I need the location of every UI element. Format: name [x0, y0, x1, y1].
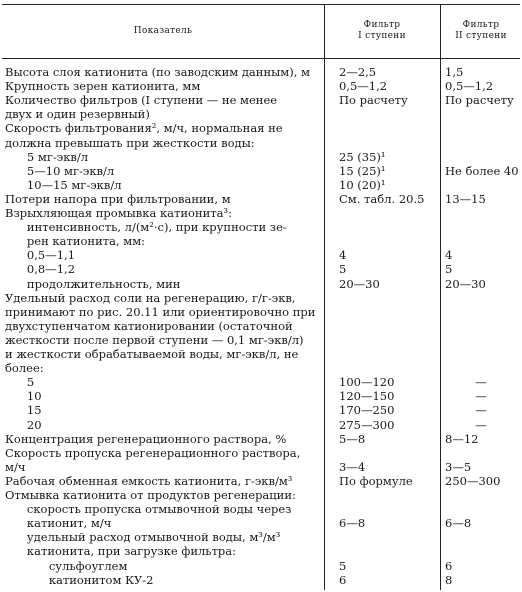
row-value-filter-1: 15 (25)¹: [339, 164, 386, 178]
row-value-filter-1: 10 (20)¹: [339, 178, 386, 192]
row-value-filter-2: 13—15: [445, 192, 486, 206]
row-value-filter-1: 100—120: [339, 375, 395, 389]
table-row: [0, 489, 522, 501]
row-value-filter-2: По расчету: [445, 93, 514, 107]
table-row: [0, 306, 522, 318]
table-row: [0, 221, 522, 233]
table-row: [0, 419, 522, 431]
table-row: [0, 503, 522, 515]
table-row: [0, 108, 522, 120]
table-row: [0, 433, 522, 445]
table-row: [0, 545, 522, 557]
table-row: [0, 94, 522, 106]
row-value-filter-2: 6: [445, 559, 453, 573]
row-value-filter-2: 5: [445, 262, 453, 276]
table-row: [0, 447, 522, 459]
row-value-filter-1: 0,5—1,2: [339, 79, 388, 93]
table-row: [0, 404, 522, 416]
row-parameter: Отмывка катионита от продуктов регенерации:: [5, 488, 296, 502]
row-parameter: Удельный расход соли на регенерацию, г/г-экв,: [5, 291, 296, 305]
row-parameter: 0,5—1,1: [5, 248, 76, 262]
row-parameter: должна превышать при жесткости воды:: [5, 136, 255, 150]
row-value-filter-1: 275—300: [339, 418, 395, 432]
row-parameter: жесткости после первой ступени — 0,1 мг-экв/л): [5, 333, 304, 347]
row-value-filter-2: 20—30: [445, 277, 486, 291]
row-value-filter-2: —: [475, 375, 487, 389]
row-value-filter-1: 6—8: [339, 516, 366, 530]
table-row: [0, 137, 522, 149]
row-value-filter-2: 0,5—1,2: [445, 79, 494, 93]
header-filter-2-line1: Фильтр: [462, 20, 500, 30]
table-row: [0, 560, 522, 572]
row-value-filter-2: Не более 40: [445, 164, 519, 178]
row-parameter: удельный расход отмывочной воды, м³/м³: [5, 530, 281, 544]
row-parameter: сульфоуглем: [5, 559, 128, 573]
row-parameter: 5—10 мг-экв/л: [5, 164, 115, 178]
table-row: [0, 193, 522, 205]
row-value-filter-1: 20—30: [339, 277, 380, 291]
row-value-filter-1: 5: [339, 262, 347, 276]
table-row: [0, 235, 522, 247]
row-parameter: интенсивность, л/(м²·с), при крупности зе-: [5, 220, 287, 234]
table-row: [0, 179, 522, 191]
row-parameter: рен катионита, мм:: [5, 234, 146, 248]
row-parameter: скорость пропуска отмывочной воды через: [5, 502, 292, 516]
table-row: [0, 390, 522, 402]
row-parameter: катионитом КУ-2: [5, 573, 154, 587]
row-parameter: Концентрация регенерационного раствора, %: [5, 432, 287, 446]
row-parameter: 0,8—1,2: [5, 262, 76, 276]
row-value-filter-1: 2—2,5: [339, 65, 377, 79]
table-row: [0, 531, 522, 543]
table-row: [0, 320, 522, 332]
row-value-filter-1: По формуле: [339, 474, 413, 488]
header-param: [2, 26, 324, 37]
row-parameter: 15: [5, 403, 42, 417]
table-row: [0, 66, 522, 78]
table-row: [0, 348, 522, 360]
row-value-filter-1: 4: [339, 248, 347, 262]
row-parameter: Крупность зерен катионита, мм: [5, 79, 201, 93]
row-parameter: Количество фильтров (I ступени — не менее: [5, 93, 278, 107]
row-parameter: Взрыхляющая промывка катионита³:: [5, 206, 233, 220]
row-value-filter-2: 4: [445, 248, 453, 262]
row-parameter: 20: [5, 418, 42, 432]
row-value-filter-1: 170—250: [339, 403, 395, 417]
header-filter-2-line2: II ступени: [455, 31, 507, 41]
header-filter-1-line1: Фильтр: [363, 20, 401, 30]
row-value-filter-2: 6—8: [445, 516, 472, 530]
row-value-filter-2: 250—300: [445, 474, 501, 488]
table-row: [0, 249, 522, 261]
row-parameter: принимают по рис. 20.11 или ориентировочно при: [5, 305, 316, 319]
table-row: [0, 517, 522, 529]
table-row: [0, 80, 522, 92]
table-row: [0, 574, 522, 586]
row-value-filter-2: 1,5: [445, 65, 464, 79]
row-value-filter-2: —: [475, 389, 487, 403]
table-row: [0, 461, 522, 473]
row-value-filter-2: —: [475, 418, 487, 432]
row-parameter: 10—15 мг-экв/л: [5, 178, 122, 192]
row-value-filter-1: 5—8: [339, 432, 366, 446]
row-parameter: более:: [5, 361, 44, 375]
row-value-filter-1: См. табл. 20.5: [339, 192, 425, 206]
row-value-filter-2: —: [475, 403, 487, 417]
row-parameter: 10: [5, 389, 42, 403]
row-parameter: двухступенчатом катионировании (остаточной: [5, 319, 293, 333]
table-row: [0, 151, 522, 163]
table-row: [0, 165, 522, 177]
table-row: [0, 362, 522, 374]
table-row: [0, 122, 522, 134]
row-parameter: Скорость фильтрования², м/ч, нормальная не: [5, 121, 283, 135]
row-parameter: катионит, м/ч: [5, 516, 112, 530]
row-parameter: м/ч: [5, 460, 26, 474]
table-top-rule: [2, 4, 520, 5]
row-value-filter-1: 25 (35)¹: [339, 150, 386, 164]
row-value-filter-1: 3—4: [339, 460, 366, 474]
row-value-filter-1: 120—150: [339, 389, 395, 403]
header-filter-1: [324, 20, 440, 42]
row-value-filter-1: 6: [339, 573, 347, 587]
row-value-filter-2: 8: [445, 573, 453, 587]
table-row: [0, 475, 522, 487]
table-row: [0, 278, 522, 290]
table-row: [0, 334, 522, 346]
table-row: [0, 376, 522, 388]
header-param-label: Показатель: [133, 26, 193, 36]
row-value-filter-2: 3—5: [445, 460, 472, 474]
row-parameter: 5: [5, 375, 35, 389]
row-parameter: и жесткости обрабатываемой воды, мг-экв/л, не: [5, 347, 299, 361]
table-header-rule: [2, 58, 520, 59]
row-value-filter-1: 5: [339, 559, 347, 573]
row-parameter: 5 мг-экв/л: [5, 150, 89, 164]
row-value-filter-1: По расчету: [339, 93, 408, 107]
table-row: [0, 292, 522, 304]
row-parameter: Высота слоя катионита (по заводским данным), м: [5, 65, 310, 79]
header-filter-1-line2: I ступени: [358, 31, 406, 41]
row-parameter: катионита, при загрузке фильтра:: [5, 544, 237, 558]
table-row: [0, 207, 522, 219]
row-parameter: продолжительность, мин: [5, 277, 181, 291]
row-parameter: Рабочая обменная емкость катионита, г-экв/м³: [5, 474, 293, 488]
table-row: [0, 263, 522, 275]
row-parameter: Скорость пропуска регенерационного раствора,: [5, 446, 301, 460]
header-filter-2: [440, 20, 522, 42]
row-parameter: Потери напора при фильтровании, м: [5, 192, 231, 206]
row-value-filter-2: 8—12: [445, 432, 479, 446]
row-parameter: двух и один резервный): [5, 107, 150, 121]
